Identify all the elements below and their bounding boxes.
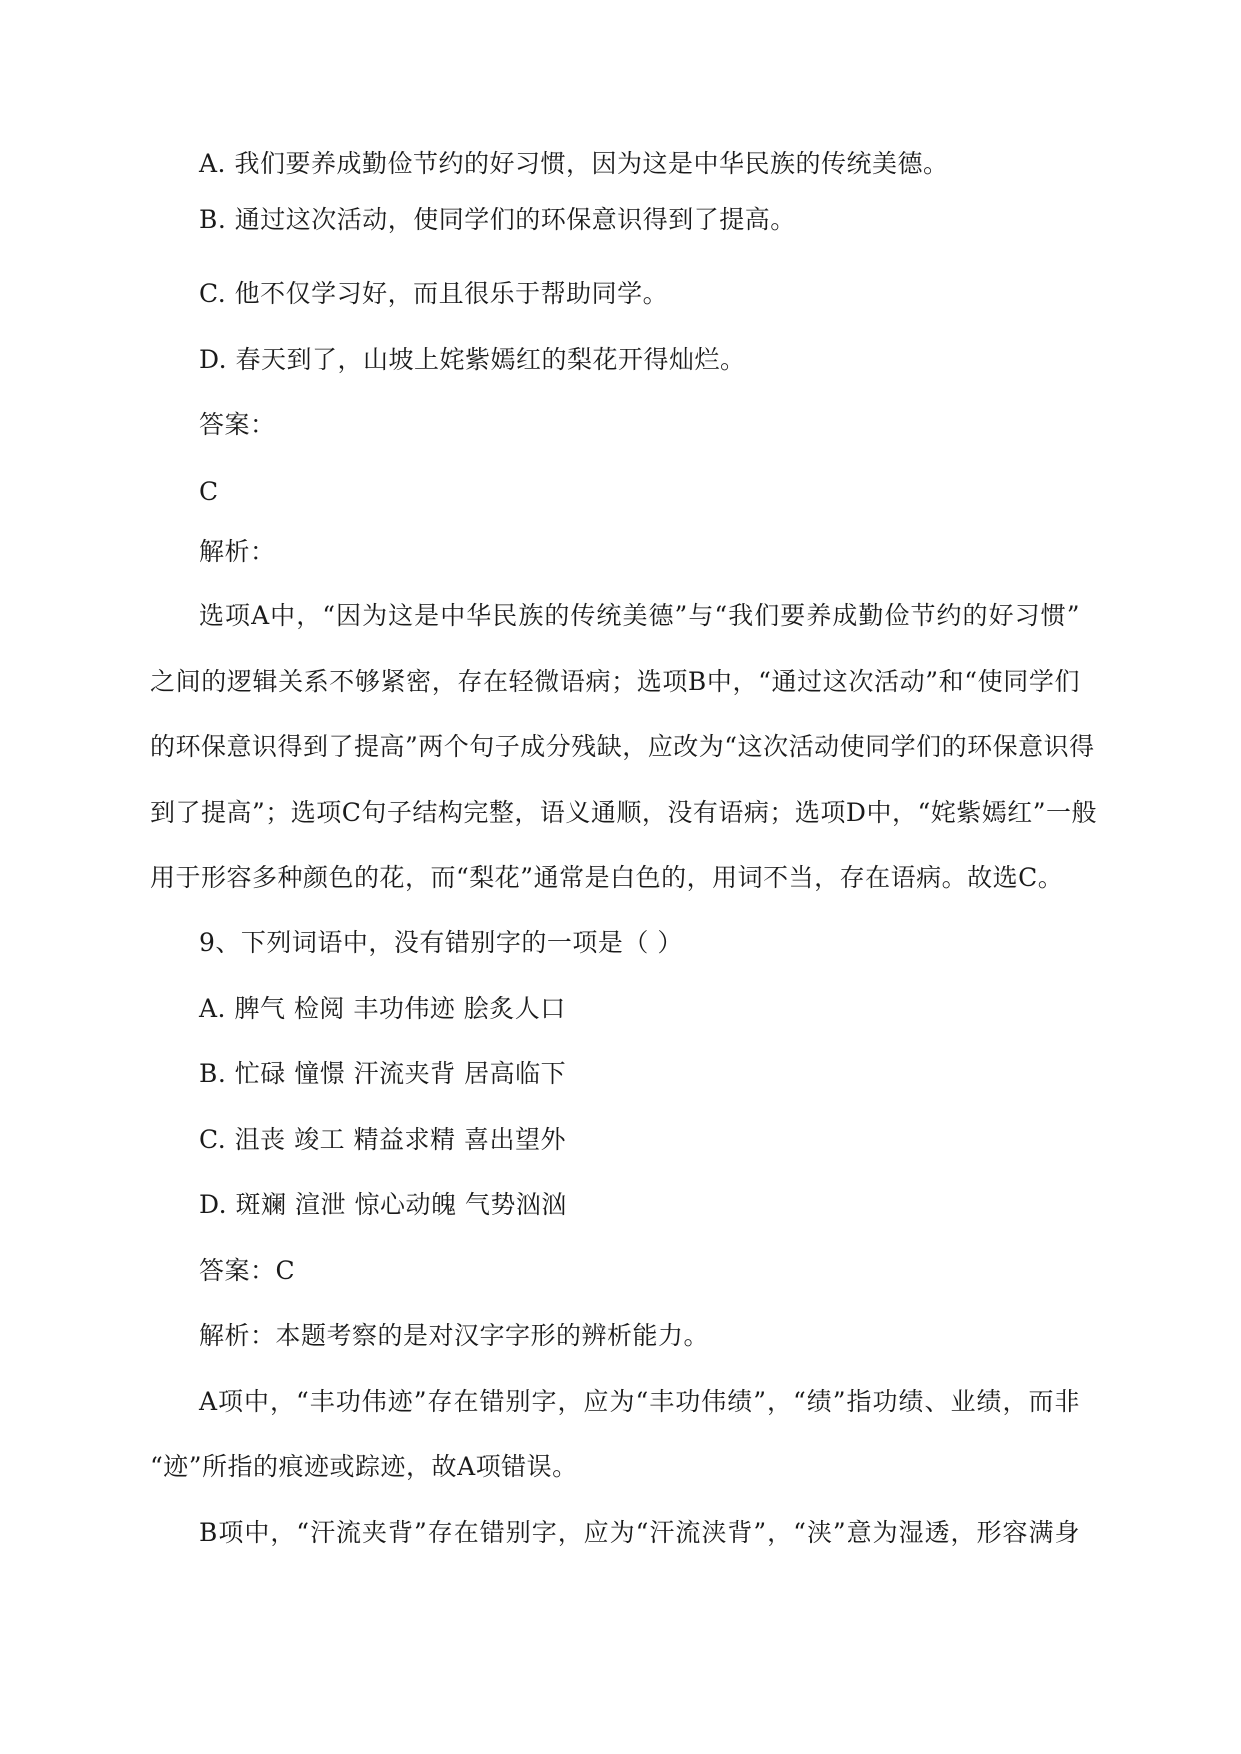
q9-stem: 9、下列词语中，没有错别字的一项是（ ） [199,928,683,957]
q8-analysis-line-5: 用于形容多种颜色的花，而“梨花”通常是白色的，用词不当，存在语病。故选C。 [150,863,1064,892]
q9-analysis-a-line-1: A项中，“丰功伟迹”存在错别字，应为“丰功伟绩”，“绩”指功绩、业绩，而非 [199,1387,1080,1416]
q8-answer-label: 答案： [199,410,276,439]
q9-option-a: A. 脾气 检阅 丰功伟迹 脍炙人口 [199,994,566,1023]
q9-analysis-b-line-1: B项中，“汗流夹背”存在错别字，应为“汗流浃背”，“浃”意为湿透，形容满身 [199,1518,1080,1547]
q8-analysis-line-3: 的环保意识得到了提高”两个句子成分残缺，应改为“这次活动使同学们的环保意识得 [150,732,1095,761]
q9-option-d: D. 斑斓 渲泄 惊心动魄 气势汹汹 [199,1190,567,1219]
q8-option-c: C. 他不仅学习好，而且很乐于帮助同学。 [199,279,669,308]
q8-analysis-line-1: 选项A中，“因为这是中华民族的传统美德”与“我们要养成勤俭节约的好习惯” [199,601,1080,630]
q8-analysis-line-2: 之间的逻辑关系不够紧密，存在轻微语病；选项B中，“通过这次活动”和“使同学们 [150,667,1080,696]
q9-analysis-intro: 解析：本题考察的是对汉字字形的辨析能力。 [199,1321,710,1350]
q8-option-d: D. 春天到了，山坡上姹紫嫣红的梨花开得灿烂。 [199,345,746,374]
q9-option-b: B. 忙碌 憧憬 汗流夹背 居高临下 [199,1059,567,1088]
q8-analysis-label: 解析： [199,537,276,566]
q9-option-c: C. 沮丧 竣工 精益求精 喜出望外 [199,1125,566,1154]
q8-option-a: A. 我们要养成勤俭节约的好习惯，因为这是中华民族的传统美德。 [199,149,949,178]
q9-answer: 答案：C [199,1256,296,1285]
q8-answer-value: C [199,477,219,506]
q8-option-b: B. 通过这次活动，使同学们的环保意识得到了提高。 [199,205,796,234]
q9-analysis-a-line-2: “迹”所指的痕迹或踪迹，故A项错误。 [150,1452,578,1481]
q8-analysis-line-4: 到了提高”；选项C句子结构完整，语义通顺，没有语病；选项D中，“姹紫嫣红”一般 [150,798,1098,827]
